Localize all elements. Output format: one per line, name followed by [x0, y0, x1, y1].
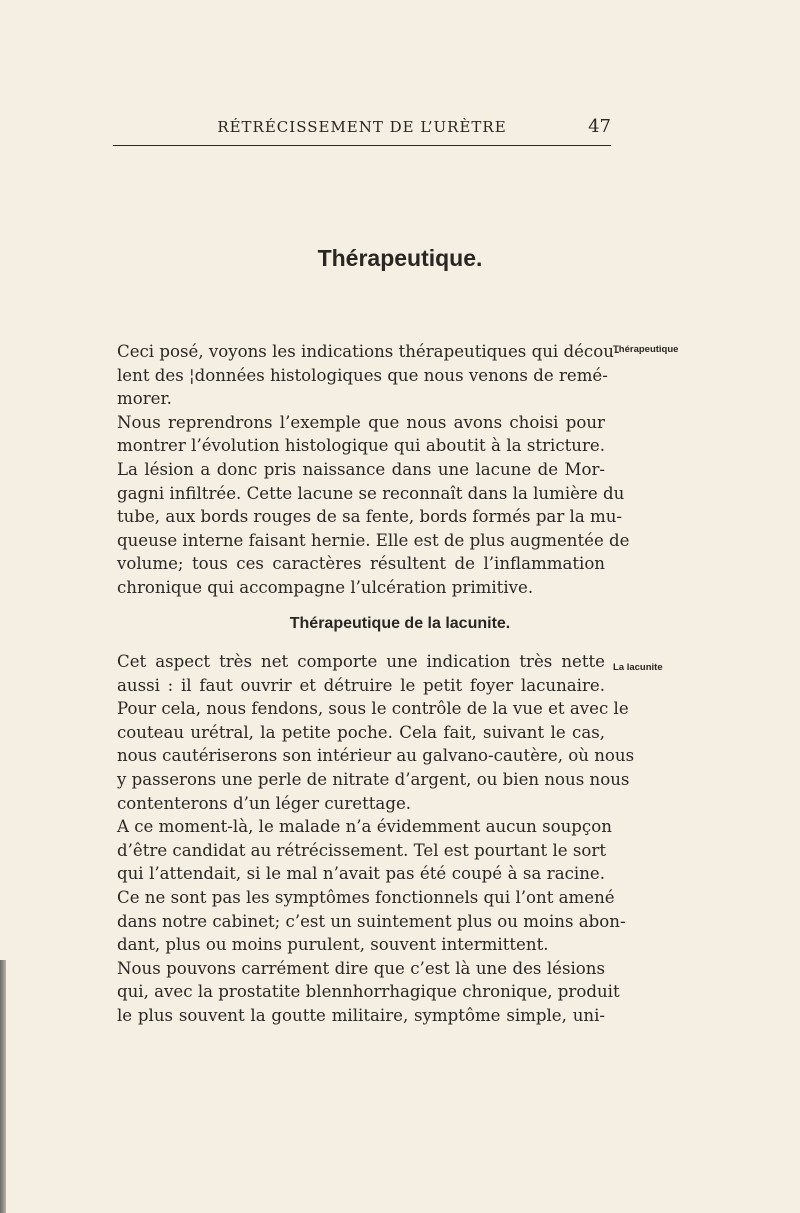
- scan-page-edge: [0, 960, 6, 1213]
- body-line: A ce moment-là, le malade n’a évidemment aucun soupçon: [117, 817, 612, 837]
- subsection-body: [117, 650, 635, 1028]
- body-line: tube, aux bords rouges de sa fente, bords formés par la mu-: [117, 507, 623, 527]
- body-line: chronique qui accompagne l’ulcération primitive.: [117, 577, 534, 597]
- body-line: aussi : il faut ouvrir et détruire le petit foyer lacunaire.: [117, 675, 605, 695]
- body-line: Ce ne sont pas les symptômes fonctionnels qui l’ont amené: [117, 887, 615, 907]
- running-header: [113, 118, 611, 142]
- body-line: qui l’attendait, si le mal n’avait pas été coupé à sa racine.: [117, 864, 605, 884]
- body-line: lent des ¦données histologiques que nous venons de remé-: [117, 365, 608, 385]
- body-line: queuse interne faisant hernie. Elle est de plus augmentée de: [117, 530, 630, 550]
- body-line: La lésion a donc pris naissance dans une lacune de Mor-: [117, 459, 605, 479]
- section-title: Thérapeutique.: [317, 245, 483, 271]
- body-line: dant, plus ou moins purulent, souvent intermittent.: [117, 935, 549, 955]
- body-line: couteau urétral, la petite poche. Cela fait, suivant le cas,: [117, 722, 605, 742]
- body-line: Cet aspect très net comporte une indication très nette: [117, 652, 605, 671]
- body-line: dans notre cabinet; c’est un suintement plus ou moins abon-: [117, 911, 626, 931]
- page-number: 47: [588, 116, 611, 137]
- body-line: montrer l’évolution histologique qui aboutit à la stricture.: [117, 436, 605, 456]
- body-line: nous cautériserons son intérieur au galvano-cautère, où nous: [117, 746, 635, 766]
- body-line: y passerons une perle de nitrate d’argent, ou bien nous nous: [117, 769, 630, 789]
- header-rule: [113, 145, 611, 146]
- margin-note-lacunite: La lacunite: [613, 662, 663, 673]
- body-line: gagni infiltrée. Cette lacune se reconnaît dans la lumière du: [117, 483, 625, 503]
- body-line: contenterons d’un léger curettage.: [117, 793, 412, 813]
- subsection-title: Thérapeutique de la lacunite.: [289, 615, 511, 632]
- margin-note-therapeutique: Thérapeutique: [613, 344, 679, 355]
- body-line: Ceci posé, voyons les indications thérapeutiques qui décou-: [117, 342, 620, 361]
- body-line: volume; tous ces caractères résultent de l’inflammation: [117, 554, 605, 574]
- section-body: [117, 340, 630, 600]
- body-line: le plus souvent la goutte militaire, symptôme simple, uni-: [117, 1005, 605, 1025]
- running-title: RÉTRÉCISSEMENT DE L’URÈTRE: [217, 118, 507, 136]
- body-line: Nous pouvons carrément dire que c’est là une des lésions: [117, 958, 605, 978]
- body-line: d’être candidat au rétrécissement. Tel est pourtant le sort: [117, 840, 607, 860]
- body-line: Nous reprendrons l’exemple que nous avons choisi pour: [117, 412, 605, 432]
- body-line: morer.: [117, 389, 172, 409]
- body-line: Pour cela, nous fendons, sous le contrôle de la vue et avec le: [117, 699, 629, 719]
- body-line: qui, avec la prostatite blennhorrhagique chronique, produit: [117, 982, 620, 1002]
